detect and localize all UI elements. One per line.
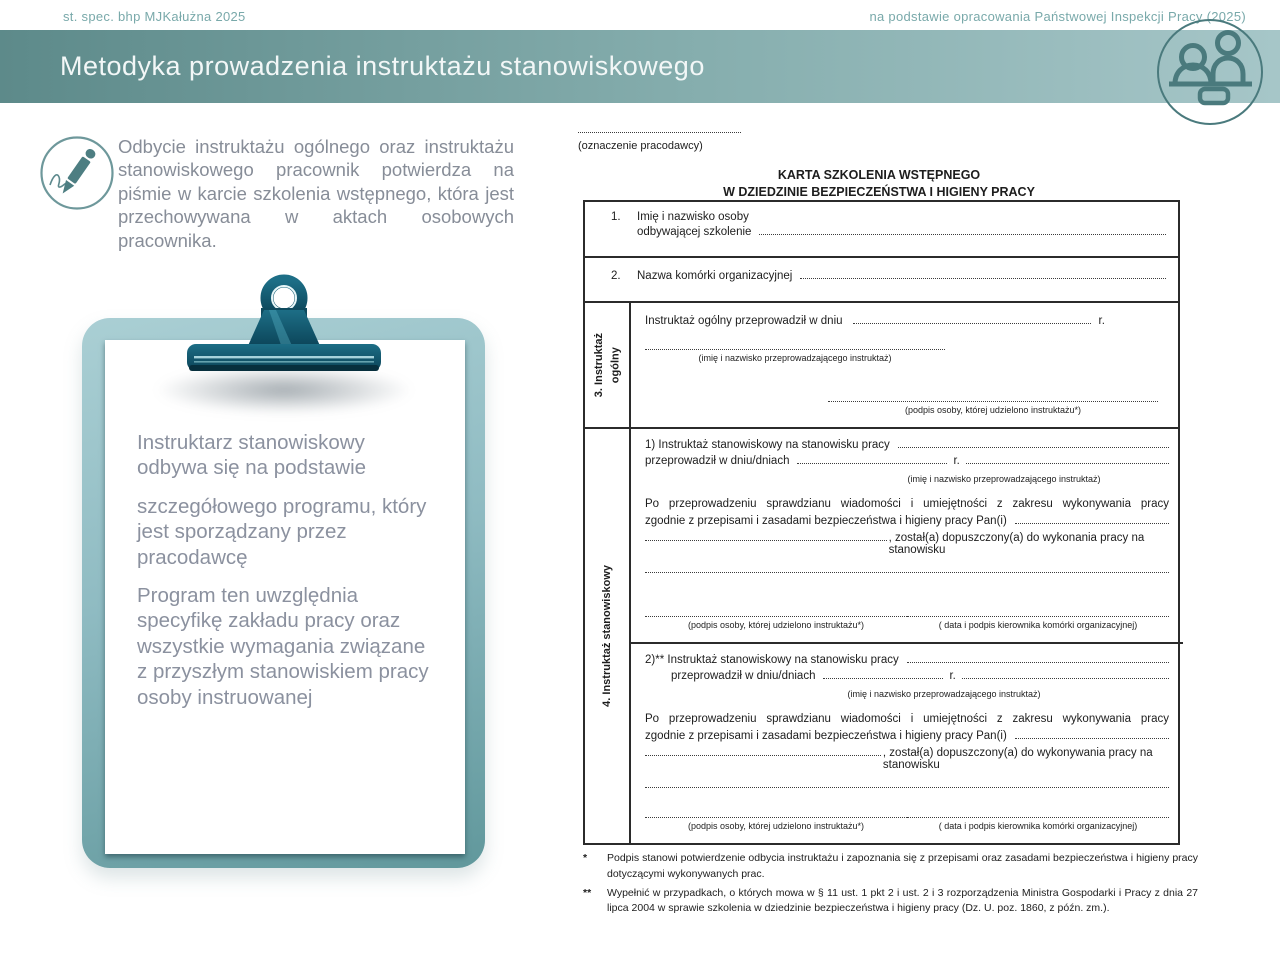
trainee-signature-caption: (podpis osoby, której udzielono instruktażu*) — [688, 821, 864, 831]
sub2-line2-suffix: r. — [949, 670, 956, 682]
footnote-text: Podpis stanowi potwierdzenie odbycia instruktażu i zapoznania się z przepisami oraz zasadami bezpieczeństwa i higieny pracy dotyczącymi wykonywanych prac. — [607, 852, 1198, 880]
section3-line1: Instruktaż ogólny przeprowadził w dniu — [645, 315, 843, 327]
row1-line1: Imię i nazwisko osoby — [637, 211, 749, 223]
people-meeting-icon — [1155, 17, 1265, 127]
dotted-line — [907, 654, 1169, 663]
footnote-text: Wypełnić w przypadkach, o których mowa w § 11 ust. 1 pkt 2 i ust. 2 i 3 rozporządzenia Ministra Gospodarki i Pracy z dnia 27 lipca 2004 w sprawie szkolenia w dziedzinie bezpieczeństwa i higieny pracy (Dz. U. poz. 1860, z późn. zm.). — [607, 886, 1198, 915]
page-title: Metodyka prowadzenia instruktażu stanowiskowego — [60, 51, 705, 81]
admission-line1: Po przeprowadzeniu sprawdzianu wiadomości i umiejętności z zakresu wykonywania pracy — [645, 713, 1169, 725]
trainee-signature-field — [645, 608, 907, 630]
admission-line3: , został(a) dopuszczony(a) do wykonania pracy na stanowisku — [888, 532, 1145, 556]
sub2-line2: przeprowadził w dniu/dniach — [671, 670, 816, 682]
dotted-line — [800, 270, 1166, 279]
clipboard — [82, 268, 485, 872]
sub2-line1: 2)** Instruktaż stanowiskowy na stanowisku pracy — [645, 654, 899, 666]
credit-right: na podstawie opracowania Państwowej Inspekcji Pracy (2025) — [869, 9, 1246, 24]
dotted-line — [966, 455, 1169, 464]
dotted-line — [645, 809, 907, 818]
dotted-line — [828, 393, 1158, 402]
section3-vertical-label-cell — [585, 303, 631, 427]
dotted-line — [1015, 515, 1169, 524]
workplace-instruction-entry-1 — [631, 429, 1183, 644]
credit-left: st. spec. bhp MJKałużna 2025 — [63, 9, 246, 24]
sub1-line1: 1) Instruktaż stanowiskowy na stanowisku pracy — [645, 439, 890, 451]
footnote-marker: * — [583, 852, 588, 864]
dotted-line — [645, 608, 907, 617]
training-card-form — [578, 118, 1198, 915]
section3-line1-suffix: r. — [1098, 315, 1105, 327]
form-table — [583, 200, 1180, 845]
admission-line1: Po przeprowadzeniu sprawdzianu wiadomości i umiejętności z zakresu wykonywania pracy — [645, 498, 1169, 510]
manager-signature-field — [907, 608, 1169, 630]
admission-paragraph — [645, 713, 1169, 788]
manager-signature-caption: ( data i podpis kierownika komórki organizacyjnej) — [938, 821, 1138, 831]
dotted-line — [759, 226, 1166, 235]
instructor-name-caption: (imię i nazwisko przeprowadzającego instruktaż) — [907, 474, 1101, 484]
admission-line3: , został(a) dopuszczony(a) do wykonywania pracy na stanowisku — [882, 747, 1153, 771]
row2-text: Nazwa komórki organizacyjnej — [637, 270, 793, 282]
trainee-signature-field — [645, 809, 907, 831]
dotted-line — [645, 564, 1169, 573]
dotted-line — [853, 315, 1091, 324]
clipboard-paragraph: Instruktarz stanowiskowy odbywa się na podstawie — [137, 431, 367, 480]
trainee-signature-caption: (podpis osoby, której udzielono instruktażu*) — [688, 620, 864, 630]
section4-vertical-label-cell — [585, 429, 631, 843]
dotted-line — [645, 747, 881, 756]
clipboard-clip-icon — [169, 268, 399, 393]
dotted-line — [1015, 730, 1169, 739]
instructor-name-caption: (imię i nazwisko przeprowadzającego instruktaż) — [847, 689, 1041, 699]
manager-signature-field — [907, 809, 1169, 831]
dotted-line — [907, 809, 1169, 818]
clipboard-text — [137, 430, 440, 723]
dotted-line — [645, 341, 945, 350]
admission-line2: zgodnie z przepisami i zasadami bezpieczeństwa i higieny pracy Pan(i) — [645, 515, 1007, 527]
row-org-unit — [585, 258, 1178, 303]
row-number: 1. — [611, 211, 621, 223]
instructor-name-caption: (imię i nazwisko przeprowadzającego instruktaż) — [698, 353, 892, 363]
section3-label: 3. Instruktaż — [592, 332, 605, 398]
dotted-line — [962, 670, 1169, 679]
dotted-line — [645, 779, 1169, 788]
admission-paragraph — [645, 498, 1169, 573]
intro-paragraph: Odbycie instruktażu ogólnego oraz instruktażu stanowiskowego pracownik potwierdza na piśmie w karcie szkolenia wstępnego, która jest przechowywana w aktach osobowych pracownika. — [118, 136, 514, 251]
section3-label: ogólny — [609, 346, 621, 384]
footnote — [583, 886, 1198, 918]
dotted-line — [898, 439, 1169, 448]
instructor-name-field — [645, 341, 945, 363]
dotted-line — [645, 532, 887, 541]
dotted-line — [907, 608, 1169, 617]
trainee-signature-caption: (podpis osoby, której udzielono instruktażu*) — [905, 405, 1081, 415]
dotted-line — [797, 455, 947, 464]
form-title-line2: W DZIEDZINIE BEZPIECZEŃSTWA I HIGIENY PRACY — [723, 184, 1035, 199]
footnote-marker: ** — [583, 886, 592, 899]
clipboard-paragraph: Program ten uwzględnia specyfikę zakładu pracy oraz wszystkie wymagania związane z przyszłym stanowiskiem pracy osoby instruowanej — [137, 584, 429, 709]
sub1-line2-suffix: r. — [953, 455, 960, 467]
row1-line2: odbywającej szkolenie — [637, 226, 752, 238]
row-trainee-name — [585, 202, 1178, 258]
sub1-line2: przeprowadził w dniu/dniach — [645, 455, 790, 467]
footnote — [583, 851, 1198, 883]
dotted-line — [578, 124, 741, 133]
trainee-signature-field — [828, 393, 1158, 415]
header-band — [0, 30, 1280, 103]
row-number: 2. — [611, 270, 621, 282]
section4-label: 4. Instruktaż stanowiskowy — [600, 565, 613, 707]
signature-pen-icon — [38, 134, 116, 212]
section-general-instruction — [585, 303, 1178, 429]
manager-signature-caption: ( data i podpis kierownika komórki organizacyjnej) — [938, 620, 1138, 630]
admission-line2: zgodnie z przepisami i zasadami bezpieczeństwa i higieny pracy Pan(i) — [645, 730, 1007, 742]
form-footnotes — [583, 851, 1198, 920]
form-title-line1: KARTA SZKOLENIA WSTĘPNEGO — [777, 168, 981, 182]
clipboard-paragraph: szczegółowego programu, który jest sporządzany przez pracodawcę — [137, 494, 427, 569]
section-workplace-instruction — [585, 429, 1178, 843]
workplace-instruction-entry-2 — [631, 644, 1183, 843]
employer-caption: (oznaczenie pracodawcy) — [578, 140, 703, 152]
dotted-line — [823, 670, 943, 679]
